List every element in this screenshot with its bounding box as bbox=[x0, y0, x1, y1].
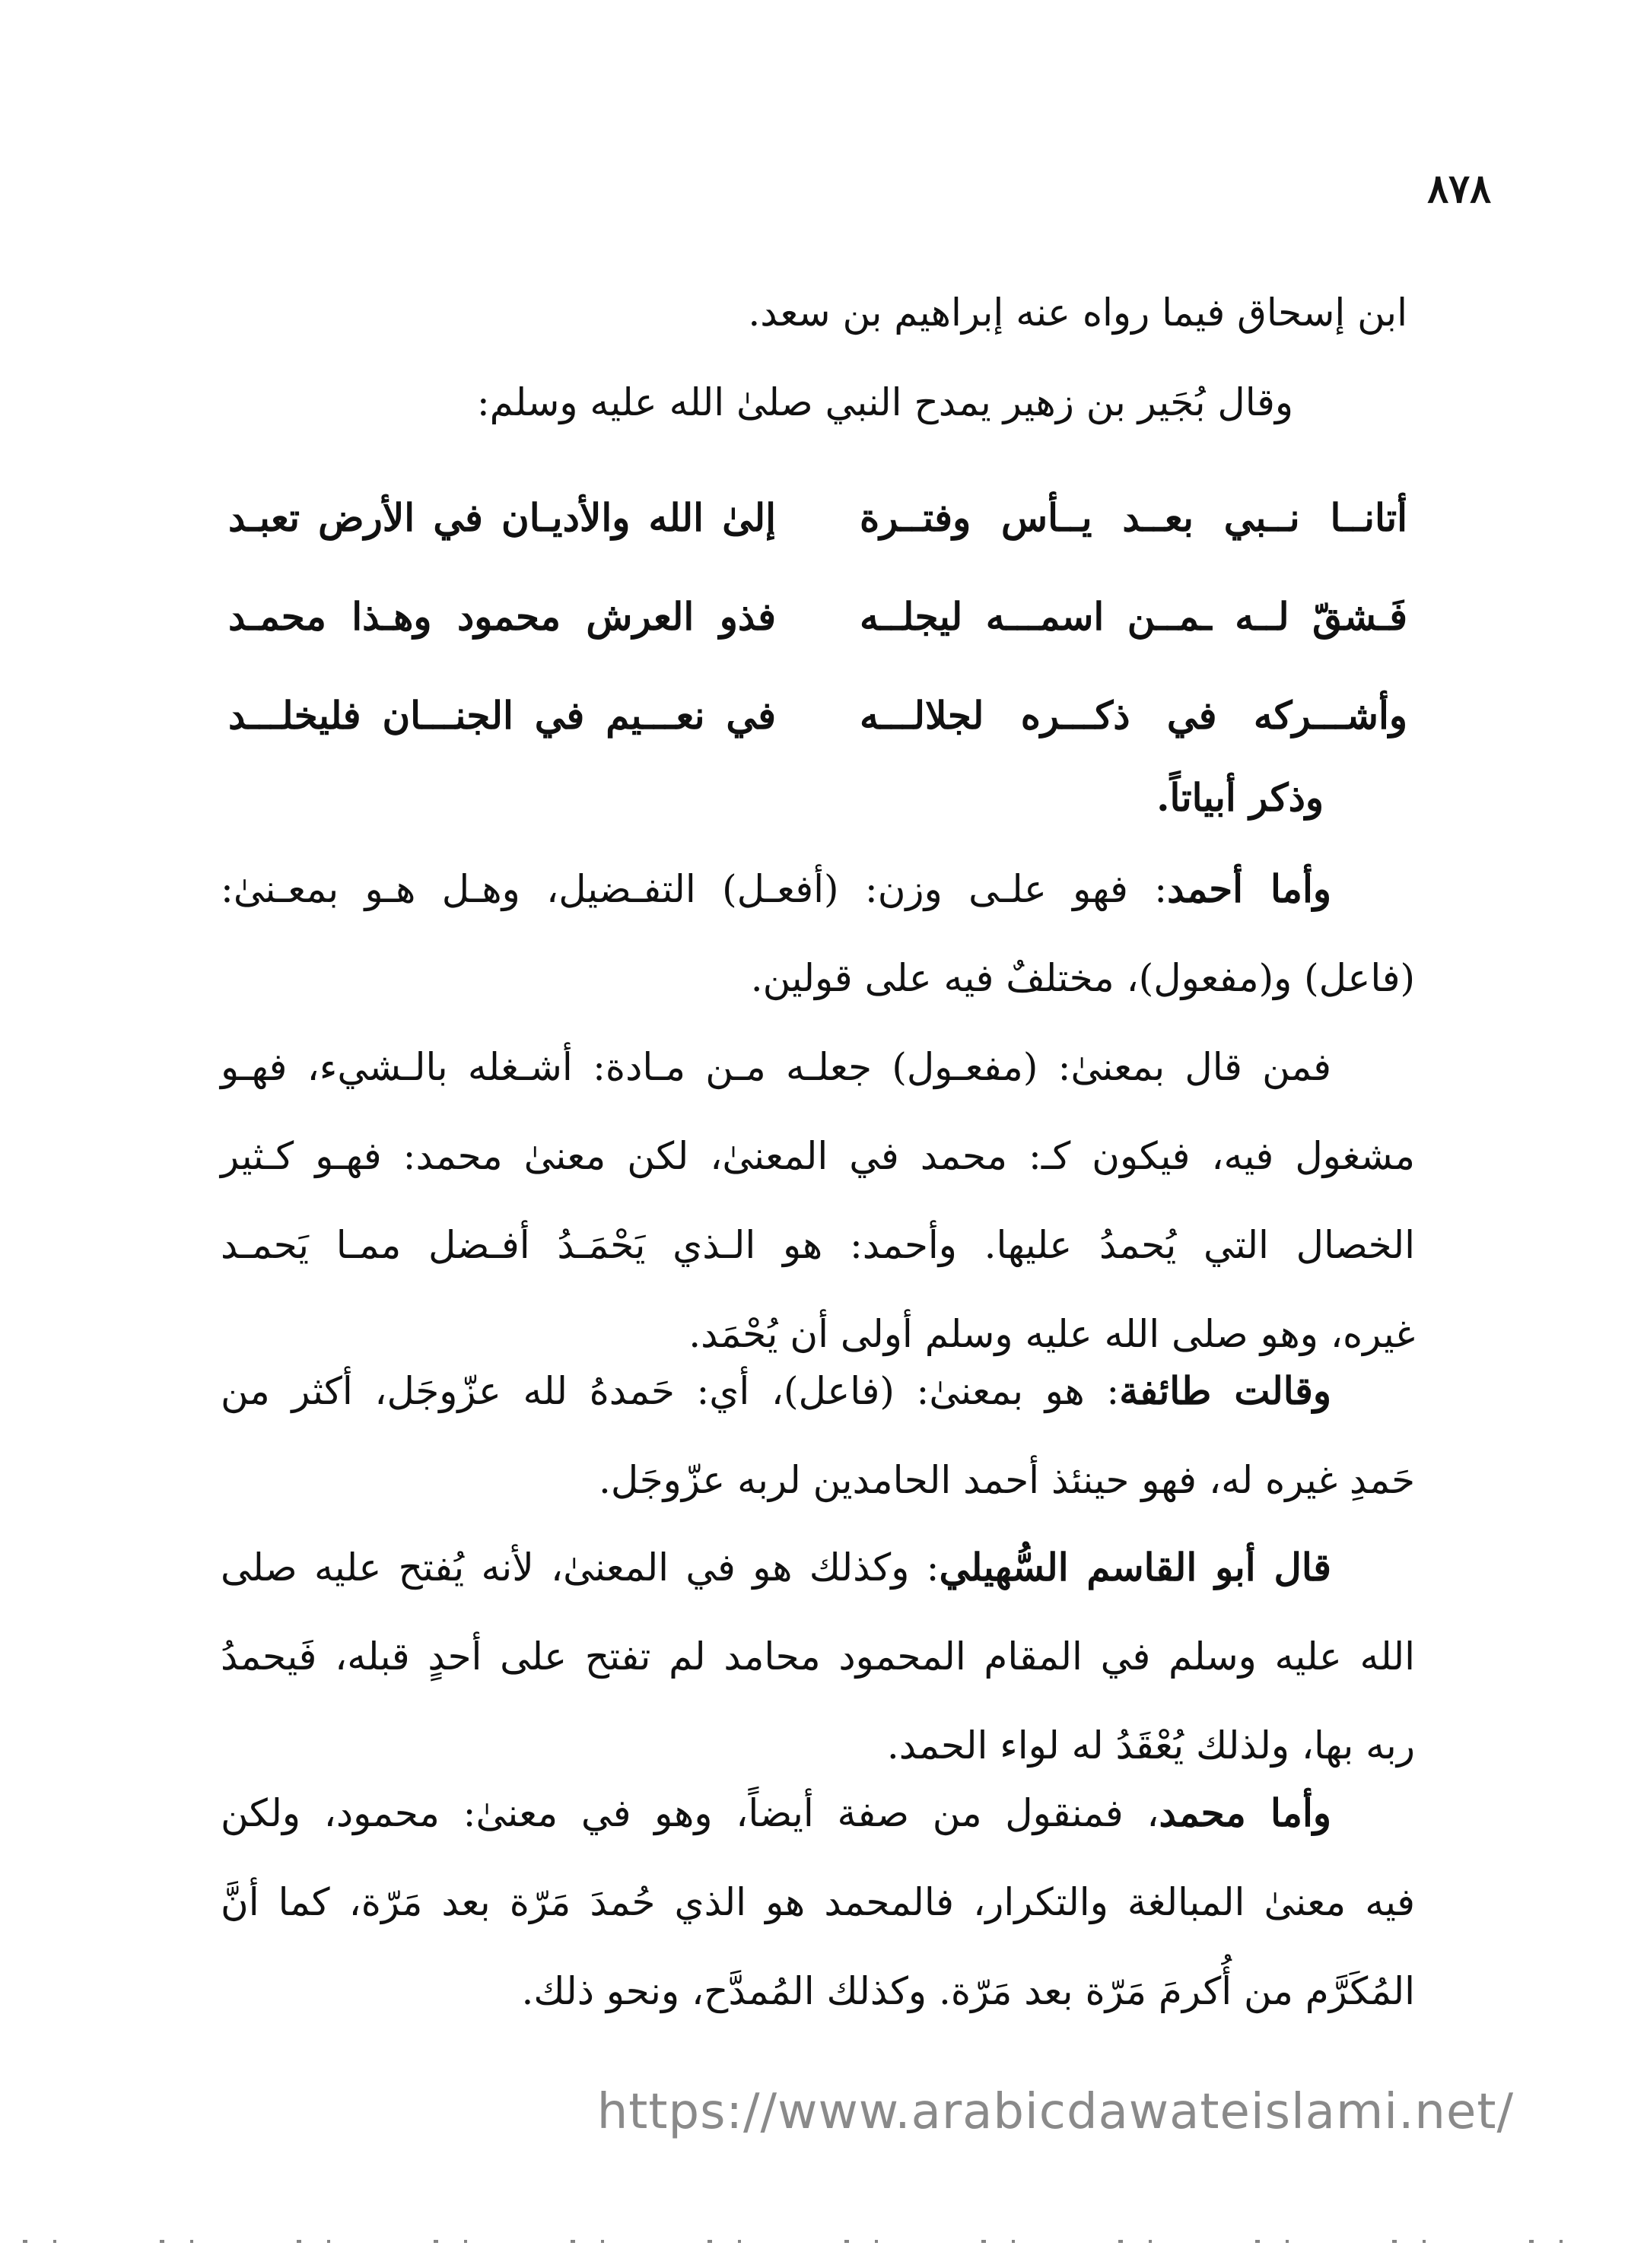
intro-line-1: ابن إسحاق فيما رواه عنه إبراهيم بن سعد. bbox=[748, 291, 1407, 335]
paragraph-text: ، فمنقول من صفة أيضاً، وهو في معنىٰ: محمود، ولكن bbox=[221, 1791, 1159, 1835]
poem-verses bbox=[228, 468, 1407, 764]
verse-first-hemistich: وأشـــركه في ذكـــره لجلالـــه bbox=[860, 692, 1407, 738]
paragraph-line: حَمدِ غيره له، فهو حينئذ أحمد الحامدين لربه عزّوجَل. bbox=[599, 1458, 1415, 1502]
verse-second-hemistich: إلىٰ الله والأديـان في الأرض تعبـد bbox=[228, 494, 776, 540]
watermark-url: https://www.arabicdawateislami.net/ bbox=[596, 2084, 1514, 2140]
paragraph-line bbox=[221, 1768, 1415, 1858]
paragraph-lead: وأما أحمد bbox=[1167, 866, 1331, 911]
after-verses-line: وذكر أبياتاً. bbox=[1156, 775, 1324, 820]
paragraph-line: (فاعل) و(مفعول)، مختلفٌ فيه على قولين. bbox=[750, 956, 1415, 1000]
paragraph-muhammad bbox=[221, 1768, 1415, 2036]
paragraph-suhayli bbox=[221, 1523, 1415, 1790]
paragraph-maful bbox=[221, 1023, 1415, 1379]
paragraph-ahmad bbox=[221, 844, 1415, 1023]
verse-row bbox=[228, 468, 1407, 567]
bottom-scan-rule bbox=[23, 2240, 1605, 2243]
paragraph-text: : فهو علـى وزن: (أفعـل) التفـضيل، وهـل هـو بمعـنىٰ: bbox=[221, 867, 1168, 911]
paragraph-line: الخصال التي يُحمدُ عليها. وأحمد: هو الـذي يَحْمَـدُ أفـضل ممـا يَحمـد bbox=[221, 1223, 1415, 1267]
paragraph-line: فيه معنىٰ المبالغة والتكرار، فالمحمد هو الذي حُمدَ مَرّة بعد مَرّة، كما أنَّ bbox=[221, 1880, 1415, 1924]
verse-first-hemistich: فَـشقّ لــه ـمــن اسمـــه ليجلــه bbox=[860, 593, 1407, 639]
paragraph-line: ربه بها، ولذلك يُعْقَدُ له لواء الحمد. bbox=[886, 1723, 1415, 1768]
verse-first-hemistich: أتانــا نــبي بعــد يــأس وفتــرة bbox=[860, 494, 1407, 540]
verse-second-hemistich: في نعـــيم في الجنـــان فليخلـــد bbox=[228, 692, 776, 738]
paragraph-line: غيره، وهو صلى الله عليه وسلم أولى أن يُحْمَد. bbox=[688, 1312, 1415, 1356]
intro-line-2: وقال بُجَير بن زهير يمدح النبي صلىٰ الله عليه وسلم: bbox=[476, 380, 1293, 424]
paragraph-line: فمن قال بمعنىٰ: (مفعـول) جعلـه مـن مـادة: أشـغله بالـشيء، فهـو bbox=[221, 1045, 1331, 1089]
paragraph-line: مشغول فيه، فيكون كـ: محمد في المعنىٰ، لكن معنىٰ محمد: فهـو كـثير bbox=[221, 1134, 1415, 1178]
intro-block-2 bbox=[221, 357, 1407, 447]
paragraph-line bbox=[221, 1346, 1415, 1436]
paragraph-line bbox=[221, 844, 1415, 934]
paragraph-lead: وأما محمد bbox=[1159, 1790, 1332, 1835]
paragraph-taifa bbox=[221, 1346, 1415, 1525]
paragraph-line bbox=[221, 1523, 1415, 1612]
verse-second-hemistich: فذو العرش محمود وهـذا محمـد bbox=[228, 593, 776, 639]
paragraph-text: : وكذلك هو في المعنىٰ، لأنه يُفتح عليه صلى bbox=[221, 1545, 940, 1590]
verse-row bbox=[228, 665, 1407, 764]
paragraph-line: الله عليه وسلم في المقام المحمود محامد لم تفتح على أحدٍ قبله، فَيحمدُ bbox=[221, 1634, 1415, 1679]
paragraph-lead: وقالت طائفة bbox=[1119, 1368, 1331, 1413]
after-verses-block bbox=[221, 753, 1407, 843]
paragraph-lead: قال أبو القاسم السُّهيلي bbox=[939, 1545, 1331, 1590]
paragraph-text: : هو بمعنىٰ: (فاعل)، أي: حَمدهُ لله عزّوجَل، أكثر من bbox=[221, 1369, 1120, 1413]
intro-block bbox=[221, 268, 1407, 357]
paragraph-line: المُكَرَّم من أُكرمَ مَرّة بعد مَرّة. وكذلك المُمدَّح، ونحو ذلك. bbox=[521, 1969, 1415, 2013]
verse-row bbox=[228, 567, 1407, 665]
page-number: ٨٧٨ bbox=[1427, 166, 1491, 212]
